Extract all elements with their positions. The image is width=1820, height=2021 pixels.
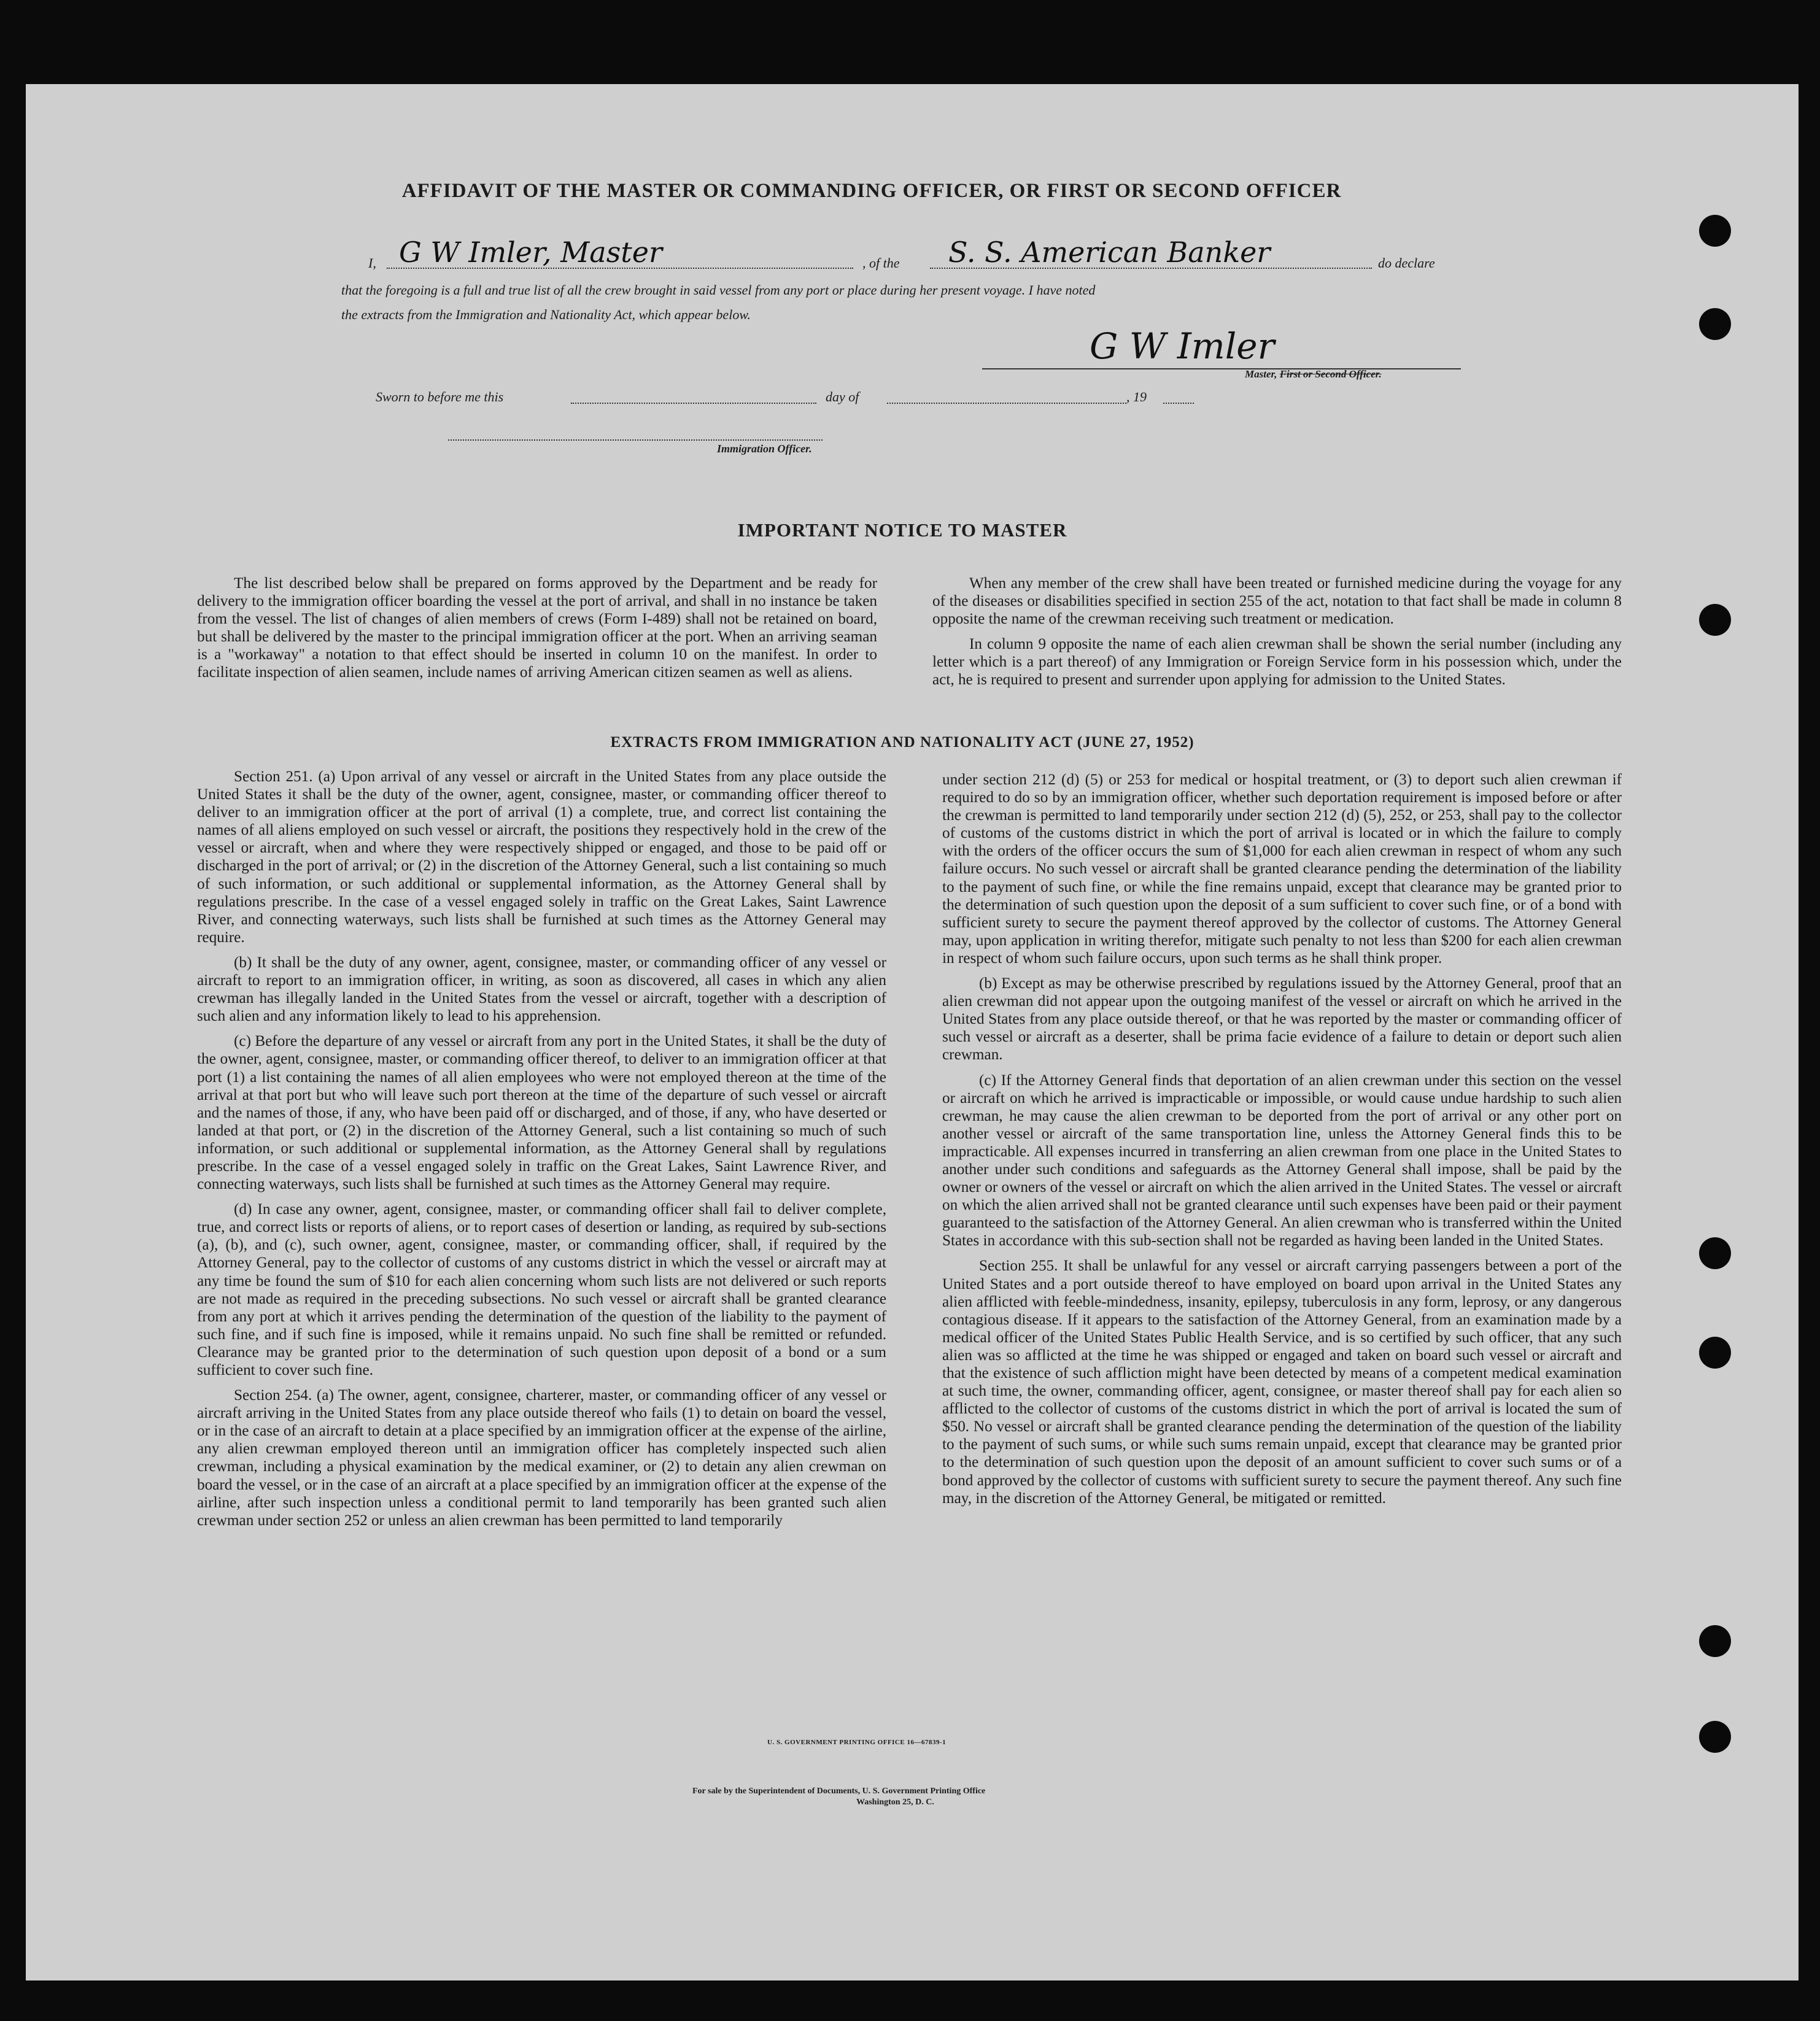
punch-hole bbox=[1699, 1237, 1731, 1269]
section-251-a: Section 251. (a) Upon arrival of any vessel or aircraft in the United States from any place outside the United States it shall be the duty of the owner, agent, consignee, master, or commanding officer thereof to deliver to an immigration officer at the port of arrival (1) a complete, true, and correct list containing the names of all aliens employed on such vessel or aircraft, the positions they respectively hold in the crew of the vessel or aircraft, when and where they were respectively shipped or engaged, and those to be paid off or discharged in the port of arrival; or (2) in the discretion of the Attorney General, such a list containing so much of such information, or such additional or supplemental information, as the Attorney General shall by regulations prescribe. In the case of a vessel engaged solely in traffic on the Great Lakes, Saint Lawrence River, and connecting waterways, such lists shall be furnished at such times as the Attorney General may require. bbox=[197, 768, 886, 946]
section-254-a: Section 254. (a) The owner, agent, consignee, charterer, master, or commanding officer of any vessel or aircraft arriving in the United States from any place outside thereof who fails (1) to detain on board the vessel, or in the case of an aircraft to detain at a place specified by an immigration officer at the expense of the airline, any alien crewman employed thereon until an immigration officer has completely inspected such alien crewman, including a physical examination by the medical examiner, or (2) to detain any alien crewman on board the vessel, or in the case of an aircraft at a place specified by an immigration officer at the expense of the airline, after such inspection unless a conditional permit to land temporarily has been granted such alien crewman under section 252 or unless an alien crewman has been permitted to land temporarily bbox=[197, 1387, 886, 1529]
master-signature: G W Imler bbox=[1090, 325, 1275, 367]
section-254-c: (c) If the Attorney General finds that deportation of an alien crewman under this section on the vessel or aircraft on which he arrived is impracticable or impossible, or would cause undue hardship to such alien crewman, he may cause the alien crewman to be deported from the port of arrival or any other port on another vessel or aircraft of the same transportation line, unless the Attorney General finds this to be impracticable. All expenses incurred in transferring an alien crewman from one place in the United States to another under such conditions and safeguards as the Attorney General shall impose, shall be paid by the owner or owners of the vessel or aircraft on which the alien arrived in the United States. The vessel or aircraft on which the alien arrived shall not be granted clearance until such expenses have been paid or their payment guaranteed to the satisfaction of the Attorney General. An alien crewman who is transferred within the United States in accordance with this sub-section shall not be regarded as having been landed in the United States. bbox=[942, 1072, 1622, 1250]
affidavit-title: AFFIDAVIT OF THE MASTER OR COMMANDING OFFICER, OR FIRST OR SECOND OFFICER bbox=[401, 180, 1342, 202]
affidavit-of-the: , of the bbox=[862, 255, 900, 271]
section-251-b: (b) It shall be the duty of any owner, agent, consignee, master, or commanding officer of any vessel or aircraft to report to an immigration officer, in writing, as soon as discovered, all cases in which any alien crewman has illegally landed in the United States from the vessel or aircraft, together with a description of such alien and any information likely to lead to his apprehension. bbox=[197, 954, 886, 1025]
struck-caption: First or Second Officer. bbox=[1279, 368, 1382, 380]
section-255: Section 255. It shall be unlawful for any vessel or aircraft carrying passengers between a port of the United States and a port outside thereof to have employed on board upon arrival in the United States any alien afflicted with feeble-mindedness, insanity, epilepsy, tuberculosis in any form, leprosy, or any dangerous contagious disease. If it appears to the satisfaction of the Attorney General, from an examination made by a medical officer of the United States Public Health Service, and is so certified by such officer, that any such alien was so afflicted at the time he was shipped or engaged and taken on board such vessel or aircraft and that the existence of such affliction might have been detected by means of a competent medical examination at such time, the owner, commanding officer, agent, consignee, or master thereof shall pay for each alien so afflicted to the collector of customs of the customs district in which the port of arrival is located the sum of $50. No vessel or aircraft shall be granted clearance pending the determination of the question of the liability to the payment of such sums, or while such sums remain unpaid, except that clearance may be granted prior to the determination of such question upon the deposit of an amount sufficient to cover such sums or of a bond approved by the collector of customs with sufficient surety to secure the payment thereof. Any such fine may, in the discretion of the Attorney General, be mitigated or remitted. bbox=[942, 1258, 1622, 1507]
section-254-b: (b) Except as may be otherwise prescribed by regulations issued by the Attorney General, proof that an alien crewman did not appear upon the outgoing manifest of the vessel or aircraft on which he arrived in the United States from any place outside thereof, or that he was reported by the master or commanding officer of such vessel or aircraft as a deserter, shall be prima facie evidence of a failure to detain or deport such alien crewman. bbox=[942, 975, 1622, 1064]
declaration-line-2: the extracts from the Immigration and Nationality Act, which appear below. bbox=[341, 307, 751, 322]
punch-hole bbox=[1699, 1721, 1731, 1753]
sworn-prefix: Sworn to before me this bbox=[376, 389, 504, 404]
punch-hole bbox=[1699, 604, 1731, 636]
sale-notice-line-2: Washington 25, D. C. bbox=[856, 1798, 934, 1807]
notice-left-paragraph: The list described below shall be prepared on forms approved by the Department and be ready for delivery to the immigration officer boarding the vessel at the port of arrival, and shall in no instance be taken from the vessel. The list of changes of alien members of crews (Form I-489) shall not be retained on board, but shall be delivered by the master to the principal immigration officer at the port. When an arriving seaman is a "workaway" a notation to that effect should be inserted in column 10 on the manifest. In order to facilitate inspection of alien seamen, include names of arriving American citizen seamen as well as aliens. bbox=[197, 575, 877, 681]
vessel-name-handwritten: S. S. American Banker bbox=[948, 236, 1271, 269]
punch-hole bbox=[1699, 215, 1731, 247]
section-251-c: (c) Before the departure of any vessel or aircraft from any port in the United States, it shall be the duty of the owner, agent, consignee, master, or commanding officer thereof, to deliver to an immigration officer at that port (1) a list containing the names of all alien employees who were not employed thereon at the time of the arrival at that port but who will leave such port thereon at the time of the departure of such vessel or aircraft and the names of those, if any, who have been paid off or discharged, and of those, if any, who have deserted or landed at that port, or (2) in the discretion of the Attorney General, such a list containing so much of such information, or such additional or supplemental information, as the Attorney General shall by regulations prescribe. In the case of a vessel engaged solely in traffic on the Great Lakes, Saint Lawrence River, and connecting waterways, such lists shall be furnished at such times as the Attorney General may require. bbox=[197, 1033, 886, 1193]
affidavit-i: I, bbox=[368, 255, 376, 271]
master-caption: Master, bbox=[1245, 368, 1277, 380]
affidavit-do-declare: do declare bbox=[1378, 255, 1435, 271]
section-254-a-continued: under section 212 (d) (5) or 253 for medical or hospital treatment, or (3) to deport such alien crewman if required to do so by an immigration officer, whether such deportation requirement is imposed before or after the crewman is permitted to land temporarily under section 212 (d) (5), 252, or 253, shall pay to the collector of customs of the customs district in which the port of arrival is located or in which the failure to comply with the orders of the officer occurs the sum of $1,000 for each alien crewman in respect of whom any such failure occurs. No such vessel or aircraft shall be granted clearance pending the determination of the liability to the payment of such fine, or while the fine remains unpaid, except that clearance may be granted prior to the determination of such question upon the deposit of a sum sufficient to cover such fine, or of a bond with sufficient surety to secure the payment thereof approved by the collector of customs. The Attorney General may, upon application in writing therefor, mitigate such penalty to not less than $200 for each alien crewman in respect of whom such failure occurs, upon such terms as he shall think proper. bbox=[942, 771, 1622, 967]
notice-title: IMPORTANT NOTICE TO MASTER bbox=[737, 519, 1067, 541]
notice-right-paragraph-2: In column 9 opposite the name of each alien crewman shall be shown the serial number (including any letter which is a part thereof) of any Immigration or Foreign Service form in his possession which, under the act, he is required to present and surrender upon applying for admission to the United States. bbox=[932, 636, 1622, 689]
punch-hole bbox=[1699, 1337, 1731, 1369]
extracts-title: EXTRACTS FROM IMMIGRATION AND NATIONALITY ACT (JUNE 27, 1952) bbox=[610, 734, 1195, 751]
day-of: day of bbox=[826, 389, 859, 404]
master-name-handwritten: G W Imler, Master bbox=[399, 236, 663, 269]
printing-office-imprint: U. S. GOVERNMENT PRINTING OFFICE 16—67839-1 bbox=[767, 1739, 947, 1746]
sale-notice-line-1: For sale by the Superintendent of Documents, U. S. Government Printing Office bbox=[692, 1787, 986, 1796]
section-251-d: (d) In case any owner, agent, consignee, master, or commanding officer shall fail to deliver complete, true, and correct lists or reports of aliens, or to report cases of desertion or landing, as required by sub-sections (a), (b), and (c), such owner, agent, consignee, master, or commanding officer, shall, if required by the Attorney General, pay to the collector of customs of any customs district in which the vessel or aircraft may at any time be found the sum of $10 for each alien concerning whom such lists are not delivered or such reports are not made as required in the preceding subsections. No such vessel or aircraft shall be granted clearance from any port at which it arrives pending the determination of the question of the liability to the payment of such fine, and if such fine is imposed, while it remains unpaid. No such fine shall be remitted or refunded. Clearance may be granted prior to the determination of such question upon deposit of a bond or a sum sufficient to cover such fine. bbox=[197, 1201, 886, 1378]
punch-hole bbox=[1699, 308, 1731, 340]
immigration-officer-caption: Immigration Officer. bbox=[717, 442, 812, 455]
notice-right-paragraph-1: When any member of the crew shall have been treated or furnished medicine during the voyage for any of the diseases or disabilities specified in section 255 of the act, notation to that fact shall be made in column 8 opposite the name of the crewman receiving such treatment or medication. bbox=[932, 575, 1622, 628]
punch-hole bbox=[1699, 1625, 1731, 1657]
year-prefix: , 19 bbox=[1126, 389, 1147, 404]
declaration-line-1: that the foregoing is a full and true list of all the crew brought in said vessel from any port or place during her present voyage. I have noted bbox=[341, 282, 1096, 298]
